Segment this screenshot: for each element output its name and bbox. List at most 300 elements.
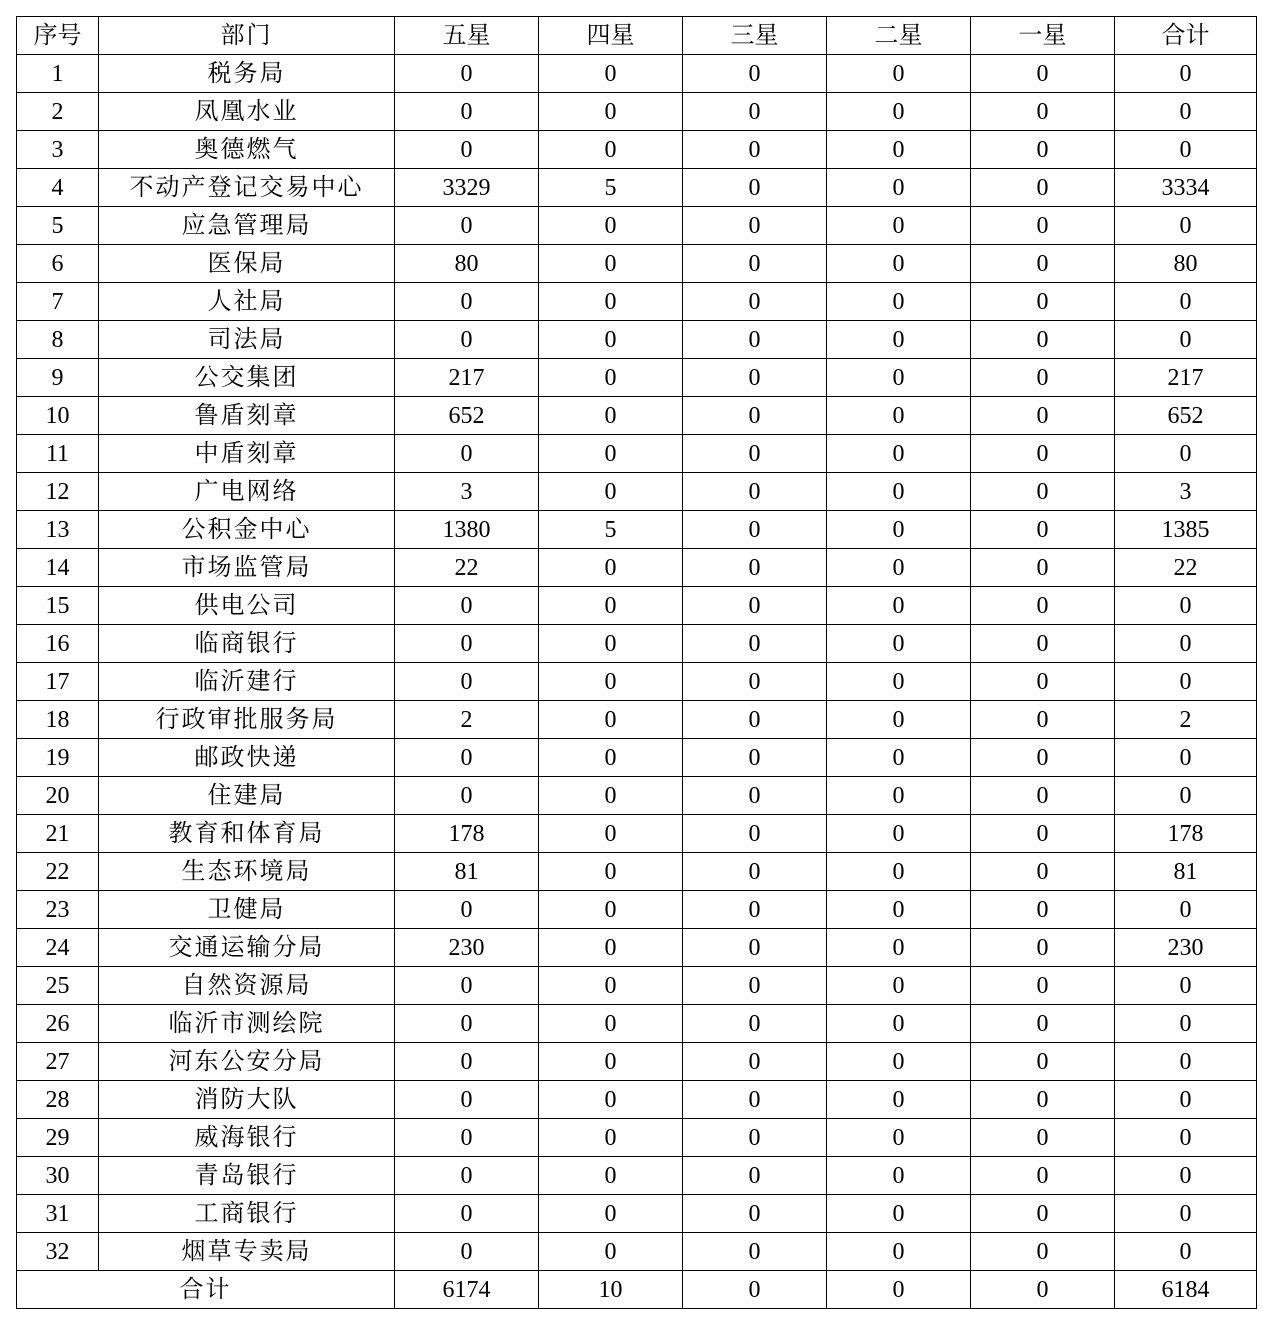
table-row — [17, 701, 1257, 739]
summary-total: 6184 — [1115, 1271, 1257, 1309]
cell-dept: 工商银行 — [99, 1195, 395, 1233]
cell-five-star: 0 — [395, 321, 539, 359]
cell-two-star: 0 — [827, 663, 971, 701]
table-row — [17, 1157, 1257, 1195]
cell-three-star: 0 — [683, 777, 827, 815]
cell-no: 20 — [17, 777, 99, 815]
cell-one-star: 0 — [971, 1233, 1115, 1271]
cell-two-star: 0 — [827, 55, 971, 93]
cell-no: 11 — [17, 435, 99, 473]
cell-three-star: 0 — [683, 1195, 827, 1233]
cell-four-star: 0 — [539, 663, 683, 701]
table-row — [17, 1043, 1257, 1081]
cell-three-star: 0 — [683, 1119, 827, 1157]
cell-four-star: 0 — [539, 93, 683, 131]
table-header — [17, 17, 1257, 55]
cell-two-star: 0 — [827, 587, 971, 625]
cell-one-star: 0 — [971, 397, 1115, 435]
cell-two-star: 0 — [827, 1119, 971, 1157]
cell-total: 0 — [1115, 587, 1257, 625]
cell-two-star: 0 — [827, 1043, 971, 1081]
cell-one-star: 0 — [971, 245, 1115, 283]
table-row — [17, 1195, 1257, 1233]
summary-one-star: 0 — [971, 1271, 1115, 1309]
cell-no: 3 — [17, 131, 99, 169]
table-row — [17, 283, 1257, 321]
cell-two-star: 0 — [827, 511, 971, 549]
summary-five-star: 6174 — [395, 1271, 539, 1309]
cell-one-star: 0 — [971, 131, 1115, 169]
cell-two-star: 0 — [827, 853, 971, 891]
cell-no: 28 — [17, 1081, 99, 1119]
cell-four-star: 0 — [539, 625, 683, 663]
table-row — [17, 891, 1257, 929]
cell-three-star: 0 — [683, 967, 827, 1005]
summary-three-star: 0 — [683, 1271, 827, 1309]
cell-two-star: 0 — [827, 891, 971, 929]
cell-two-star: 0 — [827, 283, 971, 321]
table-row — [17, 245, 1257, 283]
cell-five-star: 0 — [395, 625, 539, 663]
cell-total: 0 — [1115, 891, 1257, 929]
table-row — [17, 321, 1257, 359]
cell-five-star: 0 — [395, 93, 539, 131]
cell-total: 0 — [1115, 321, 1257, 359]
cell-two-star: 0 — [827, 131, 971, 169]
cell-one-star: 0 — [971, 549, 1115, 587]
cell-no: 29 — [17, 1119, 99, 1157]
cell-one-star: 0 — [971, 1043, 1115, 1081]
cell-five-star: 0 — [395, 587, 539, 625]
cell-four-star: 0 — [539, 891, 683, 929]
cell-dept: 自然资源局 — [99, 967, 395, 1005]
cell-two-star: 0 — [827, 397, 971, 435]
cell-two-star: 0 — [827, 929, 971, 967]
cell-no: 9 — [17, 359, 99, 397]
cell-one-star: 0 — [971, 1081, 1115, 1119]
cell-three-star: 0 — [683, 1043, 827, 1081]
cell-no: 22 — [17, 853, 99, 891]
cell-no: 27 — [17, 1043, 99, 1081]
cell-dept: 凤凰水业 — [99, 93, 395, 131]
cell-one-star: 0 — [971, 625, 1115, 663]
header-three-star: 三星 — [683, 17, 827, 55]
cell-five-star: 0 — [395, 131, 539, 169]
cell-total: 81 — [1115, 853, 1257, 891]
header-no: 序号 — [17, 17, 99, 55]
cell-three-star: 0 — [683, 359, 827, 397]
cell-four-star: 0 — [539, 1195, 683, 1233]
cell-five-star: 0 — [395, 967, 539, 1005]
cell-three-star: 0 — [683, 739, 827, 777]
cell-no: 23 — [17, 891, 99, 929]
cell-no: 18 — [17, 701, 99, 739]
cell-five-star: 0 — [395, 777, 539, 815]
summary-two-star: 0 — [827, 1271, 971, 1309]
cell-four-star: 5 — [539, 169, 683, 207]
table-row — [17, 169, 1257, 207]
cell-two-star: 0 — [827, 359, 971, 397]
cell-four-star: 0 — [539, 435, 683, 473]
cell-dept: 卫健局 — [99, 891, 395, 929]
cell-four-star: 0 — [539, 1157, 683, 1195]
cell-dept: 临沂建行 — [99, 663, 395, 701]
table-row — [17, 207, 1257, 245]
cell-dept: 公交集团 — [99, 359, 395, 397]
summary-label: 合计 — [17, 1271, 395, 1309]
cell-one-star: 0 — [971, 473, 1115, 511]
cell-total: 80 — [1115, 245, 1257, 283]
table-row — [17, 815, 1257, 853]
cell-dept: 不动产登记交易中心 — [99, 169, 395, 207]
cell-no: 31 — [17, 1195, 99, 1233]
cell-no: 10 — [17, 397, 99, 435]
cell-total: 0 — [1115, 1081, 1257, 1119]
cell-five-star: 0 — [395, 435, 539, 473]
cell-four-star: 0 — [539, 1119, 683, 1157]
cell-five-star: 0 — [395, 739, 539, 777]
table-row — [17, 359, 1257, 397]
cell-five-star: 1380 — [395, 511, 539, 549]
cell-two-star: 0 — [827, 967, 971, 1005]
cell-no: 32 — [17, 1233, 99, 1271]
cell-two-star: 0 — [827, 1157, 971, 1195]
cell-no: 8 — [17, 321, 99, 359]
cell-dept: 烟草专卖局 — [99, 1233, 395, 1271]
cell-one-star: 0 — [971, 1157, 1115, 1195]
cell-five-star: 0 — [395, 283, 539, 321]
cell-total: 0 — [1115, 1157, 1257, 1195]
cell-no: 15 — [17, 587, 99, 625]
cell-two-star: 0 — [827, 207, 971, 245]
cell-total: 0 — [1115, 55, 1257, 93]
table-row — [17, 1119, 1257, 1157]
cell-dept: 广电网络 — [99, 473, 395, 511]
cell-dept: 临商银行 — [99, 625, 395, 663]
cell-four-star: 0 — [539, 929, 683, 967]
cell-five-star: 0 — [395, 1043, 539, 1081]
cell-five-star: 0 — [395, 1081, 539, 1119]
table-row — [17, 435, 1257, 473]
cell-total: 0 — [1115, 967, 1257, 1005]
cell-one-star: 0 — [971, 1005, 1115, 1043]
cell-two-star: 0 — [827, 435, 971, 473]
cell-one-star: 0 — [971, 511, 1115, 549]
cell-dept: 消防大队 — [99, 1081, 395, 1119]
cell-dept: 临沂市测绘院 — [99, 1005, 395, 1043]
table-row — [17, 587, 1257, 625]
cell-four-star: 0 — [539, 815, 683, 853]
cell-five-star: 0 — [395, 663, 539, 701]
cell-four-star: 0 — [539, 1081, 683, 1119]
cell-one-star: 0 — [971, 93, 1115, 131]
table-row — [17, 549, 1257, 587]
cell-five-star: 0 — [395, 1005, 539, 1043]
cell-dept: 鲁盾刻章 — [99, 397, 395, 435]
cell-three-star: 0 — [683, 587, 827, 625]
cell-four-star: 0 — [539, 207, 683, 245]
table-row — [17, 473, 1257, 511]
cell-three-star: 0 — [683, 891, 827, 929]
cell-five-star: 80 — [395, 245, 539, 283]
header-row — [17, 17, 1257, 55]
cell-three-star: 0 — [683, 397, 827, 435]
cell-five-star: 2 — [395, 701, 539, 739]
cell-three-star: 0 — [683, 131, 827, 169]
table-row — [17, 511, 1257, 549]
cell-four-star: 0 — [539, 245, 683, 283]
cell-five-star: 0 — [395, 891, 539, 929]
cell-five-star: 0 — [395, 1233, 539, 1271]
cell-three-star: 0 — [683, 625, 827, 663]
cell-no: 13 — [17, 511, 99, 549]
table-row — [17, 1005, 1257, 1043]
cell-three-star: 0 — [683, 1081, 827, 1119]
cell-total: 0 — [1115, 93, 1257, 131]
cell-five-star: 217 — [395, 359, 539, 397]
cell-one-star: 0 — [971, 1119, 1115, 1157]
cell-five-star: 230 — [395, 929, 539, 967]
cell-three-star: 0 — [683, 701, 827, 739]
cell-no: 30 — [17, 1157, 99, 1195]
cell-total: 0 — [1115, 1195, 1257, 1233]
cell-no: 19 — [17, 739, 99, 777]
cell-three-star: 0 — [683, 283, 827, 321]
cell-one-star: 0 — [971, 283, 1115, 321]
cell-total: 2 — [1115, 701, 1257, 739]
cell-no: 24 — [17, 929, 99, 967]
cell-five-star: 81 — [395, 853, 539, 891]
cell-dept: 中盾刻章 — [99, 435, 395, 473]
header-four-star: 四星 — [539, 17, 683, 55]
cell-five-star: 652 — [395, 397, 539, 435]
cell-no: 1 — [17, 55, 99, 93]
cell-three-star: 0 — [683, 1157, 827, 1195]
cell-total: 0 — [1115, 1005, 1257, 1043]
cell-three-star: 0 — [683, 1005, 827, 1043]
cell-five-star: 22 — [395, 549, 539, 587]
cell-four-star: 0 — [539, 1233, 683, 1271]
cell-one-star: 0 — [971, 891, 1115, 929]
cell-no: 16 — [17, 625, 99, 663]
cell-total: 22 — [1115, 549, 1257, 587]
cell-dept: 供电公司 — [99, 587, 395, 625]
cell-five-star: 3329 — [395, 169, 539, 207]
cell-total: 0 — [1115, 777, 1257, 815]
cell-two-star: 0 — [827, 1195, 971, 1233]
table-body — [17, 55, 1257, 1271]
cell-three-star: 0 — [683, 207, 827, 245]
cell-total: 0 — [1115, 207, 1257, 245]
header-two-star: 二星 — [827, 17, 971, 55]
table-row — [17, 853, 1257, 891]
cell-dept: 司法局 — [99, 321, 395, 359]
cell-two-star: 0 — [827, 549, 971, 587]
cell-one-star: 0 — [971, 207, 1115, 245]
cell-dept: 应急管理局 — [99, 207, 395, 245]
cell-four-star: 0 — [539, 701, 683, 739]
cell-one-star: 0 — [971, 359, 1115, 397]
cell-two-star: 0 — [827, 321, 971, 359]
cell-dept: 河东公安分局 — [99, 1043, 395, 1081]
header-total: 合计 — [1115, 17, 1257, 55]
cell-three-star: 0 — [683, 815, 827, 853]
cell-five-star: 0 — [395, 1119, 539, 1157]
cell-no: 2 — [17, 93, 99, 131]
cell-one-star: 0 — [971, 929, 1115, 967]
table-footer — [17, 1271, 1257, 1309]
ratings-table — [16, 16, 1257, 1309]
cell-four-star: 0 — [539, 321, 683, 359]
cell-five-star: 3 — [395, 473, 539, 511]
table-row — [17, 93, 1257, 131]
cell-three-star: 0 — [683, 663, 827, 701]
cell-total: 0 — [1115, 435, 1257, 473]
cell-four-star: 0 — [539, 777, 683, 815]
cell-four-star: 0 — [539, 587, 683, 625]
cell-dept: 教育和体育局 — [99, 815, 395, 853]
cell-four-star: 0 — [539, 131, 683, 169]
cell-dept: 公积金中心 — [99, 511, 395, 549]
cell-four-star: 0 — [539, 549, 683, 587]
cell-dept: 奥德燃气 — [99, 131, 395, 169]
cell-dept: 市场监管局 — [99, 549, 395, 587]
cell-four-star: 0 — [539, 1043, 683, 1081]
cell-three-star: 0 — [683, 1233, 827, 1271]
table-row — [17, 55, 1257, 93]
table-row — [17, 663, 1257, 701]
cell-total: 217 — [1115, 359, 1257, 397]
cell-three-star: 0 — [683, 929, 827, 967]
cell-dept: 税务局 — [99, 55, 395, 93]
cell-dept: 交通运输分局 — [99, 929, 395, 967]
cell-three-star: 0 — [683, 55, 827, 93]
table-row — [17, 1081, 1257, 1119]
cell-four-star: 0 — [539, 55, 683, 93]
cell-no: 6 — [17, 245, 99, 283]
cell-four-star: 0 — [539, 283, 683, 321]
cell-one-star: 0 — [971, 777, 1115, 815]
cell-no: 14 — [17, 549, 99, 587]
cell-five-star: 0 — [395, 1157, 539, 1195]
cell-four-star: 0 — [539, 739, 683, 777]
cell-no: 5 — [17, 207, 99, 245]
cell-five-star: 0 — [395, 207, 539, 245]
cell-two-star: 0 — [827, 93, 971, 131]
cell-two-star: 0 — [827, 739, 971, 777]
cell-total: 0 — [1115, 625, 1257, 663]
cell-one-star: 0 — [971, 663, 1115, 701]
cell-five-star: 0 — [395, 1195, 539, 1233]
cell-three-star: 0 — [683, 93, 827, 131]
cell-one-star: 0 — [971, 435, 1115, 473]
cell-dept: 人社局 — [99, 283, 395, 321]
cell-total: 0 — [1115, 283, 1257, 321]
cell-total: 0 — [1115, 131, 1257, 169]
cell-dept: 生态环境局 — [99, 853, 395, 891]
cell-total: 652 — [1115, 397, 1257, 435]
cell-two-star: 0 — [827, 1233, 971, 1271]
cell-four-star: 0 — [539, 1005, 683, 1043]
cell-two-star: 0 — [827, 1081, 971, 1119]
cell-two-star: 0 — [827, 1005, 971, 1043]
cell-one-star: 0 — [971, 321, 1115, 359]
cell-four-star: 0 — [539, 397, 683, 435]
cell-four-star: 5 — [539, 511, 683, 549]
table-row — [17, 739, 1257, 777]
cell-no: 12 — [17, 473, 99, 511]
cell-five-star: 0 — [395, 55, 539, 93]
cell-two-star: 0 — [827, 701, 971, 739]
cell-no: 21 — [17, 815, 99, 853]
table-row — [17, 131, 1257, 169]
cell-total: 0 — [1115, 1119, 1257, 1157]
cell-total: 3334 — [1115, 169, 1257, 207]
cell-total: 0 — [1115, 1043, 1257, 1081]
cell-dept: 邮政快递 — [99, 739, 395, 777]
table-row — [17, 929, 1257, 967]
table-row — [17, 397, 1257, 435]
summary-row — [17, 1271, 1257, 1309]
cell-total: 230 — [1115, 929, 1257, 967]
cell-two-star: 0 — [827, 777, 971, 815]
cell-one-star: 0 — [971, 55, 1115, 93]
cell-total: 0 — [1115, 1233, 1257, 1271]
cell-total: 3 — [1115, 473, 1257, 511]
cell-dept: 行政审批服务局 — [99, 701, 395, 739]
cell-four-star: 0 — [539, 967, 683, 1005]
summary-four-star: 10 — [539, 1271, 683, 1309]
cell-four-star: 0 — [539, 473, 683, 511]
cell-two-star: 0 — [827, 815, 971, 853]
cell-one-star: 0 — [971, 587, 1115, 625]
cell-two-star: 0 — [827, 169, 971, 207]
header-five-star: 五星 — [395, 17, 539, 55]
cell-no: 17 — [17, 663, 99, 701]
table-row — [17, 777, 1257, 815]
cell-two-star: 0 — [827, 245, 971, 283]
header-dept: 部门 — [99, 17, 395, 55]
cell-no: 4 — [17, 169, 99, 207]
cell-five-star: 178 — [395, 815, 539, 853]
cell-no: 26 — [17, 1005, 99, 1043]
cell-total: 1385 — [1115, 511, 1257, 549]
cell-dept: 住建局 — [99, 777, 395, 815]
cell-no: 25 — [17, 967, 99, 1005]
cell-one-star: 0 — [971, 1195, 1115, 1233]
cell-one-star: 0 — [971, 739, 1115, 777]
cell-one-star: 0 — [971, 967, 1115, 1005]
table-row — [17, 625, 1257, 663]
cell-two-star: 0 — [827, 473, 971, 511]
cell-total: 178 — [1115, 815, 1257, 853]
cell-three-star: 0 — [683, 853, 827, 891]
table-row — [17, 1233, 1257, 1271]
cell-one-star: 0 — [971, 815, 1115, 853]
cell-one-star: 0 — [971, 853, 1115, 891]
cell-three-star: 0 — [683, 321, 827, 359]
cell-three-star: 0 — [683, 511, 827, 549]
cell-four-star: 0 — [539, 853, 683, 891]
cell-three-star: 0 — [683, 169, 827, 207]
cell-two-star: 0 — [827, 625, 971, 663]
cell-one-star: 0 — [971, 169, 1115, 207]
cell-total: 0 — [1115, 739, 1257, 777]
cell-three-star: 0 — [683, 549, 827, 587]
cell-four-star: 0 — [539, 359, 683, 397]
cell-dept: 医保局 — [99, 245, 395, 283]
table-row — [17, 967, 1257, 1005]
